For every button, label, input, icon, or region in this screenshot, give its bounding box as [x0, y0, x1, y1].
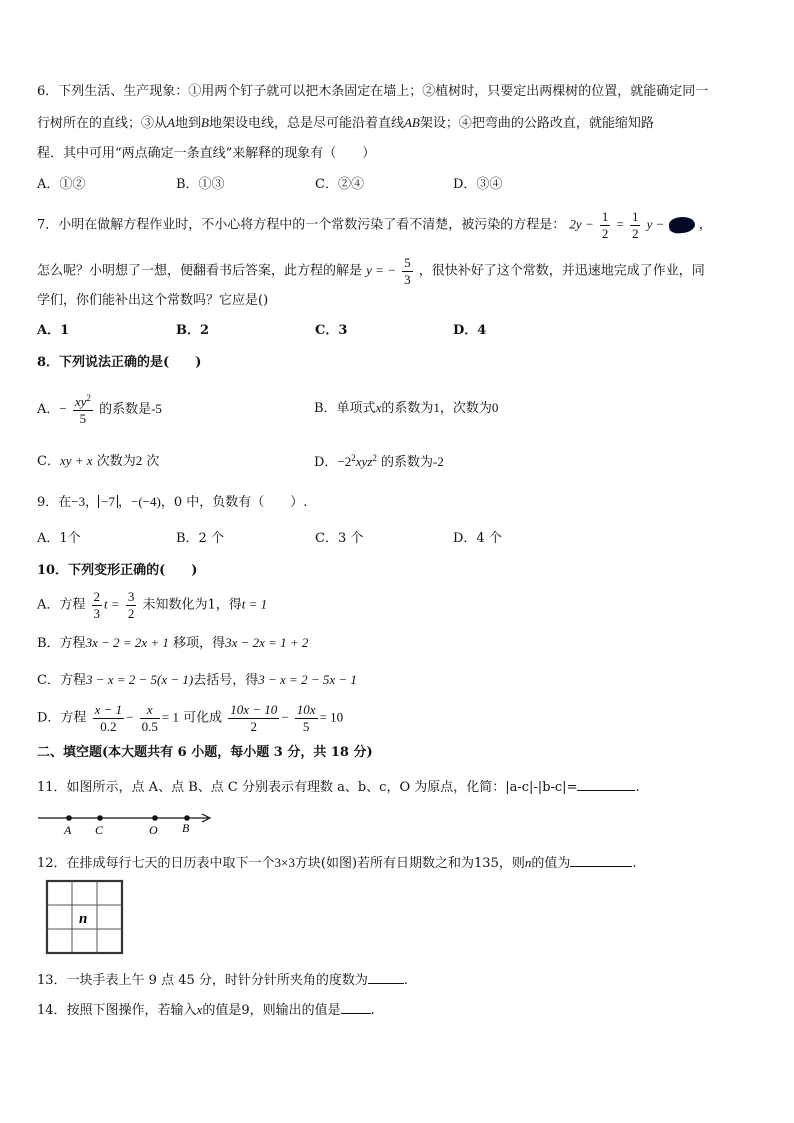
ink-smudge: [668, 216, 696, 235]
q8-b-zero: 0: [491, 400, 499, 415]
q8-b-x: x: [375, 400, 382, 415]
q8-a-text: 的系数是: [99, 402, 152, 418]
q10-a-t: t =: [104, 596, 120, 612]
q10-a-result: t = 1: [241, 596, 268, 612]
q7-half-num: 1: [601, 209, 609, 224]
q8-option-b: [314, 401, 498, 415]
q12-answer-blank[interactable]: [570, 854, 632, 867]
q10-d-f4n: 10x: [296, 702, 316, 717]
q7-line2b: ，很快补好了这个常数，并迅速地完成了作业，同: [418, 263, 705, 279]
q10-b-result: 3x − 2x = 1 + 2: [225, 635, 309, 650]
q6-line2d: 架设；④把弯曲的公路改直，就能缩知路: [419, 116, 654, 131]
q10-d-frac3: [228, 703, 279, 733]
q10-d-text: D．方程: [37, 710, 87, 726]
point-a-dot: [66, 815, 72, 821]
q8-a-value: -5: [151, 401, 162, 417]
q8-b-text1: B．单项式: [314, 401, 376, 416]
q14-x: x: [196, 1002, 203, 1017]
q10-c-eq: 3 − x = 2 − 5(x − 1): [85, 672, 194, 687]
q9-option-d: D．4 个: [453, 531, 502, 546]
q9-option-c: C．3 个: [315, 531, 364, 546]
q10-c-text: C．方程: [37, 673, 86, 688]
q7-eq-2y: 2y −: [569, 216, 594, 232]
q8-d-expr2: xyz: [355, 454, 373, 469]
q7-line2: [37, 256, 705, 286]
q8-option-d: [314, 454, 444, 469]
q7-half-den: 2: [601, 225, 609, 241]
q12-text-b: 方块(如图)若所有日期数之和为135，则: [294, 856, 525, 871]
q7-line1a: 7．小明在做解方程作业时，不小心将方程中的一个常数污染了看不清楚，被污染的方程是：: [37, 217, 566, 233]
q6-segment-ab: AB: [403, 115, 420, 130]
q9-abs-value: −7: [101, 494, 115, 509]
q10-d-f3n: 10x − 10: [230, 702, 278, 717]
q7-eq-y: y −: [646, 216, 665, 232]
q7-option-b: B．2: [176, 323, 210, 338]
q12-text-c: 的值为: [531, 856, 571, 871]
q8-option-c: [37, 454, 159, 468]
calendar-grid-figure: [44, 878, 126, 956]
q8-c-text: 次数为: [96, 454, 136, 469]
q10-d-minus: −: [126, 709, 134, 725]
q14-text-a: 14．按照下图操作，若输入: [37, 1003, 197, 1018]
q7-solution: y = −: [366, 262, 396, 278]
q12-stem: [37, 854, 637, 870]
q10-d-f1d: 0.2: [100, 718, 117, 734]
q6-line2: [37, 116, 654, 130]
q6-option-d: D．③④: [453, 177, 503, 192]
q8-d-text: 的系数为: [381, 455, 434, 470]
number-line-figure: [36, 808, 218, 838]
q8-a-label: A．: [37, 402, 60, 418]
q7-eq-equals: =: [616, 216, 624, 232]
q9-n1: −3: [71, 494, 86, 509]
q12-grid-size: 3×3: [274, 855, 295, 870]
q10-d-frac4: [295, 703, 318, 733]
q10-b-text2: 移项，得: [173, 636, 226, 651]
q11-stem: [37, 778, 640, 794]
q12-text-a: 12．在排成每行七天的日历表中取下一个: [37, 856, 275, 871]
q10-d-eq2: = 10: [319, 709, 344, 725]
q10-a-f1d: 3: [93, 605, 101, 621]
grid-center-n: n: [79, 911, 88, 927]
q10-a-text2: 未知数化为1，得: [142, 597, 242, 613]
q9-abs: [98, 495, 118, 508]
q7-option-d: D．4: [453, 323, 487, 338]
q7-sol-den: 3: [404, 271, 411, 287]
q10-c-text2: 去括号，得: [193, 673, 259, 688]
q13-answer-blank[interactable]: [368, 971, 404, 984]
q8-d-expr1: −2: [337, 454, 352, 469]
q8-c-two: 2: [135, 453, 143, 468]
q10-option-c: [37, 673, 357, 687]
q10-option-d: [37, 703, 343, 733]
q8-d-value: -2: [433, 454, 444, 469]
q8-option-a: [37, 394, 162, 425]
q10-a-frac1: [92, 590, 103, 620]
q6-line2a: 行树所在的直线；③从: [37, 116, 168, 131]
q8-a-num-text: xy: [74, 394, 87, 409]
q9-comma-2: ，: [117, 495, 131, 510]
q10-option-b: [37, 636, 308, 650]
q6-line2b: 地到: [174, 116, 201, 131]
q8-a-exp: 2: [86, 393, 91, 403]
q7-fraction-half-1: [600, 210, 611, 240]
q10-d-text2: 可化成: [183, 710, 223, 726]
q7-line1: [37, 210, 712, 240]
q9-text-b: ，0 中，负数有（ ）.: [160, 495, 308, 510]
q10-a-f1n: 2: [93, 589, 101, 604]
q7-option-c: C．3: [315, 323, 348, 338]
q9-option-a: A．1个: [37, 531, 81, 546]
point-a-label: A: [64, 823, 72, 837]
q11-end: .: [635, 780, 640, 795]
q7-half-num-2: 1: [631, 209, 639, 224]
q10-title: 10．下列变形正确的( ): [37, 563, 198, 578]
q8-a-minus: −: [59, 401, 67, 417]
q6-point-a: A: [167, 115, 175, 130]
q8-c-text2: 次: [146, 454, 160, 469]
q7-line3: 学们，你们能补出这个常数吗？它应是(): [37, 293, 269, 308]
q10-d-f2n: x: [140, 703, 160, 719]
q10-a-f2d: 2: [127, 605, 135, 621]
q10-a-f2n: 3: [127, 589, 135, 604]
q10-option-a: [37, 590, 267, 620]
q10-d-eq1: = 1: [161, 709, 179, 725]
q7-line1b: ，: [698, 217, 712, 233]
q10-d-f1n: x − 1: [94, 702, 123, 717]
q14-answer-blank[interactable]: [341, 1001, 371, 1014]
point-b-label: B: [182, 821, 190, 835]
q7-fraction-half-2: [630, 210, 641, 240]
q7-half-den-2: 2: [631, 225, 639, 241]
q6-option-b: B．①③: [176, 177, 225, 192]
q14-text-b: 的值是9，则输出的值是: [202, 1003, 341, 1018]
q9-comma-1: ，: [85, 495, 99, 510]
point-o-dot: [152, 815, 158, 821]
q8-d-exp2: 2: [372, 453, 377, 463]
q6-line3: 程．其中可用“两点确定一条直线”来解释的现象有（ ）: [37, 146, 376, 161]
q10-d-f3d: 2: [250, 718, 258, 734]
q8-c-label: C．: [37, 454, 60, 469]
q10-a-frac2: [126, 590, 137, 620]
q7-sol-num: 5: [404, 255, 411, 270]
q10-c-result: 3 − x = 2 − 5x − 1: [258, 672, 357, 687]
q14-end: .: [370, 1003, 375, 1018]
q9-option-b: B．2 个: [176, 531, 224, 546]
q11-answer-blank[interactable]: [577, 778, 635, 791]
q10-d-frac1: [93, 703, 125, 733]
q9-n3: −(−4): [131, 494, 161, 509]
q13-stem: [37, 971, 408, 987]
q8-title: 8．下列说法正确的是( ): [37, 355, 202, 370]
q6-option-c: C．②④: [315, 177, 364, 192]
point-o-label: O: [149, 823, 158, 837]
q10-d-minus2: −: [281, 709, 289, 725]
q13-text: 13．一块手表上午 9 点 45 分，时针分针所夹角的度数为: [37, 973, 368, 988]
q13-end: .: [403, 973, 409, 988]
q7-line2a: 怎么呢？小明想了一想，便翻看书后答案，此方程的解是: [37, 263, 363, 279]
q8-d-exp1: 2: [351, 453, 356, 463]
q10-d-f4d: 5: [302, 718, 310, 734]
q10-d-frac2: [140, 703, 160, 733]
q9-stem: [37, 495, 307, 509]
section-heading: 二、填空题(本大题共有 6 小题，每小题 3 分，共 18 分): [37, 745, 373, 760]
q9-text-a: 9．在: [37, 495, 72, 510]
q8-b-text2: 的系数为: [381, 401, 434, 416]
point-b-dot: [184, 815, 190, 821]
q10-d-f2d: 0.5: [141, 718, 158, 734]
q12-end: .: [632, 856, 637, 871]
q11-text: 11．如图所示，点 A、点 B、点 C 分别表示有理数 a、b、c，O 为原点，化简：|a-c|-|b-c|=: [37, 780, 578, 795]
q8-b-one: 1: [433, 400, 440, 415]
q6-line1: 6．下列生活、生产现象：①用两个钉子就可以把木条固定在墙上；②植树时，只要定出两棵树的位置，就能确定同一: [37, 84, 709, 99]
q6-option-a: A．①②: [37, 177, 86, 192]
q10-b-eq: 3x − 2 = 2x + 1: [85, 635, 169, 650]
q12-n: n: [524, 855, 532, 870]
q10-a-text: A．方程: [37, 597, 86, 613]
q14-stem: [37, 1001, 375, 1017]
q8-c-expr: xy + x: [59, 453, 93, 468]
q10-b-text: B．方程: [37, 636, 86, 651]
q7-solution-fraction: [402, 256, 413, 286]
q8-d-label: D．: [314, 455, 338, 470]
q8-a-num: [73, 394, 93, 411]
q8-a-den: 5: [79, 410, 87, 426]
q8-a-fraction: [73, 394, 93, 425]
q7-option-a: A．1: [37, 323, 70, 338]
q6-line2c: 地架设电线，总是尽可能沿着直线: [208, 116, 404, 131]
point-c-dot: [97, 815, 103, 821]
point-c-label: C: [95, 823, 104, 837]
q6-point-b: B: [200, 115, 209, 130]
q8-b-text3: ，次数为: [439, 401, 492, 416]
